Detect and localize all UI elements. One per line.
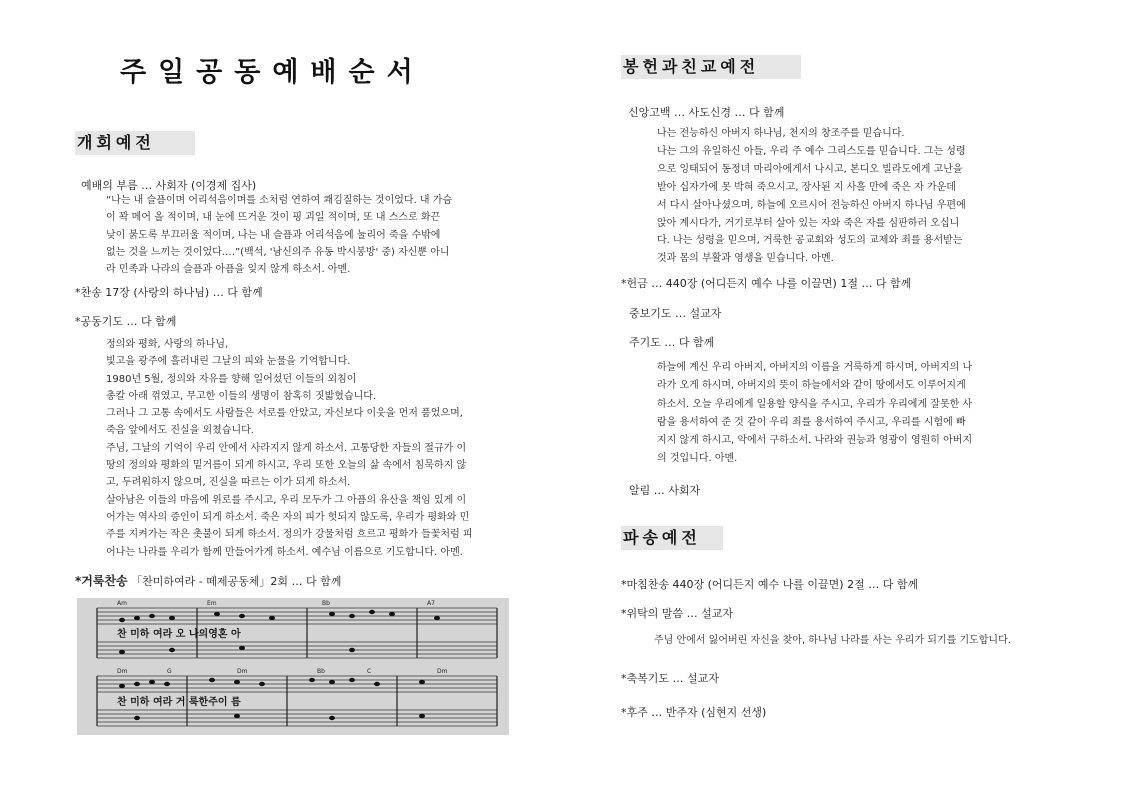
prayer-line: 1980년 5월, 정의와 자유를 향해 일어섰던 이들의 외침이 [106, 373, 357, 385]
creed-text [657, 125, 1069, 268]
creed-text-line: 으로 잉태되어 동정녀 마리아에게서 나시고, 본디오 빌라도에게 고난을 [657, 163, 963, 175]
holy-hymn-line [75, 572, 341, 589]
lords-prayer-text-line: 라가 오게 하시며, 아버지의 뜻이 하늘에서와 같이 땅에서도 이루어지게 [657, 380, 966, 392]
prayer-line: 어가는 역사의 증인이 되게 하소서. 죽은 자의 피가 헛되지 않도록, 우리가 평화와 민 [106, 511, 470, 523]
creed-text-line: 나는 그의 유일하신 아들, 우리 주 예수 그리스도를 믿습니다. 그는 성령 [657, 145, 966, 157]
chord-symbol: Dm [237, 668, 248, 675]
creed-text-line: 것과 몸의 부활과 영생을 믿습니다. 아멘. [657, 253, 834, 265]
score-lyrics-row1: 찬 미하 여라 오 나의영혼 아 [117, 629, 241, 640]
announcements-line: 알림 … 사회자 [629, 484, 701, 497]
chord-symbol: Am [117, 600, 127, 607]
holy-hymn-label: *거룩찬송 [75, 574, 128, 588]
call-text-line: 라 민족과 나라의 슬픔과 아픔을 잊지 않게 하소서. 아멘. [106, 264, 351, 276]
chord-symbol: G [167, 668, 172, 675]
section-heading-offering: 봉헌과친교예전 [621, 55, 801, 79]
lords-prayer-text-line: 람을 용서하여 준 것 같이 우리 죄를 용서하여 주시고, 우리를 시험에 빠 [657, 416, 966, 428]
lords-prayer-line: 주기도 … 다 함께 [629, 336, 715, 349]
chord-symbol: Bb [322, 600, 330, 607]
call-text-line: 낮이 붉도록 부끄러울 적이며, 나는 내 슬픔과 어리석음에 눌리어 죽을 수밖에 [106, 229, 441, 241]
music-score-svg [77, 598, 509, 735]
holy-hymn-detail: 「찬미하여라 - 떼제공동체」2회 … 다 함께 [127, 575, 342, 588]
chord-symbol: Dm [117, 668, 128, 675]
section-heading-opening: 개회예전 [75, 131, 195, 155]
offering-line: *헌금 … 440장 (어디든지 예수 나를 이끌면) 1절 … 다 함께 [621, 277, 912, 290]
call-to-worship: 예배의 부름 … 사회자 (이경제 집사) [81, 179, 257, 192]
call-text-line: 이 꽉 메어 올 적이며, 내 눈에 뜨거운 것이 핑 괴일 적이며, 또 내 스스로 화끈 [106, 212, 441, 224]
prayer-line: 총칼 아래 꺾였고, 무고한 이들의 생명이 참혹히 짓밟혔습니다. [106, 390, 377, 402]
creed-text-line: 나는 전능하신 아버지 하나님, 천지의 창조주를 믿습니다. [657, 128, 905, 139]
lords-prayer-text-line: 하늘에 계신 우리 아버지, 아버지의 이름을 거룩하게 하시며, 아버지의 나 [657, 362, 973, 373]
prayer-line: 죽음 앞에서도 진실을 외쳤습니다. [106, 425, 254, 437]
call-text [106, 192, 518, 278]
chord-symbol: Em [207, 600, 217, 607]
prayer-line: 땅의 정의와 평화의 밑거름이 되게 하시고, 우리 또한 오늘의 삶 속에서 침묵하지 않 [106, 460, 467, 472]
chord-symbol: Dm [437, 668, 448, 675]
creed-text-line: 다. 나는 성령을 믿으며, 거룩한 공교회와 성도의 교제와 죄를 용서받는 [657, 235, 963, 247]
page-title: 주일공동예배순서 [120, 57, 425, 88]
prayer-line: 살아남은 이들의 마음에 위로를 주시고, 우리 모두가 그 아픔의 유산을 책임 있게 이 [106, 494, 467, 506]
call-text-line: “나는 내 슬픔이며 어리석음이며를 소처럼 연하여 쾌김질하는 것이었다. 내 가슴 [106, 195, 453, 206]
creed-text-line: 서 다시 살아나셨으며, 하늘에 오르시어 전능하신 아버지 하나님 우편에 [657, 199, 966, 211]
creed-text-line: 받아 십자가에 못 박혀 죽으시고, 장사된 지 사흘 만에 죽은 자 가운데 [657, 181, 956, 193]
score-lyrics-row2: 찬 미하 여라 거 룩한주이 름 [117, 697, 241, 708]
chord-symbol: A7 [427, 600, 435, 607]
lords-prayer-text-line: 의 것입니다. 아멘. [657, 453, 738, 465]
prayer-text [106, 336, 518, 561]
creed-line: 신앙고백 … 사도신경 … 다 함께 [628, 106, 785, 119]
prayer-line: 빛고을 광주에 흘러내린 그날의 피와 눈물을 기억합니다. [106, 356, 351, 368]
call-text-line: 없는 것을 느끼는 것이었다.…”(백석, '남신의주 유동 박시봉방' 중) 자신뿐 아니 [106, 246, 450, 258]
intercession-line: 중보기도 … 설교자 [629, 307, 722, 320]
prayer-line: 정의와 평화, 사랑의 하나님, [106, 339, 229, 350]
creed-text-line: 앉아 계시다가, 거기로부터 살아 있는 자와 죽은 자를 심판하러 오십니 [657, 217, 960, 229]
commission-line: *위탁의 말씀 … 설교자 [621, 607, 733, 620]
hymn-line: *찬송 17장 (사랑의 하나님) … 다 함께 [75, 286, 263, 299]
lords-prayer-text [657, 359, 1069, 469]
music-score-image [77, 598, 509, 735]
closing-hymn-line: *마침찬송 440장 (어디든지 예수 나를 이끌면) 2절 … 다 함께 [621, 578, 919, 591]
commission-text-line: 주님 안에서 잃어버린 자신을 찾아, 하나님 나라를 사는 우리가 되기를 기도합니다. [654, 635, 1011, 646]
chord-symbol: Bb [317, 668, 325, 675]
lords-prayer-text-line: 지지 않게 하시고, 악에서 구하소서. 나라와 권능과 영광이 영원히 아버지 [657, 435, 973, 447]
commission-text [654, 632, 1084, 649]
benediction-line: *축복기도 … 설교자 [621, 672, 719, 685]
postlude-line: *후주 … 반주자 (심현지 선생) [621, 706, 767, 719]
prayer-line: 주를 지켜가는 작은 촛불이 되게 하소서. 정의가 강물처럼 흐르고 평화가 들꽃처럼 피 [106, 529, 473, 541]
prayer-line: 어나는 나라를 우리가 함께 만들어가게 하소서. 예수님 이름으로 기도합니다. 아멘. [106, 546, 463, 558]
lords-prayer-text-line: 하소서. 오늘 우리에게 일용할 양식을 주시고, 우리가 우리에게 잘못한 사 [657, 398, 973, 410]
section-heading-sending: 파송예전 [621, 526, 723, 550]
chord-symbol: C [367, 668, 372, 675]
prayer-line: 고, 두려워하지 않으며, 진실을 따르는 이가 되게 하소서. [106, 477, 351, 489]
prayer-line: 그러나 그 고통 속에서도 사람들은 서로를 안았고, 자신보다 이웃을 먼저 품었으며, [106, 408, 463, 420]
prayer-line: 주님, 그날의 기억이 우리 안에서 사라지지 않게 하소서. 고통당한 자들의 절규가 이 [106, 442, 467, 454]
common-prayer-line: *공동기도 … 다 함께 [75, 315, 177, 328]
